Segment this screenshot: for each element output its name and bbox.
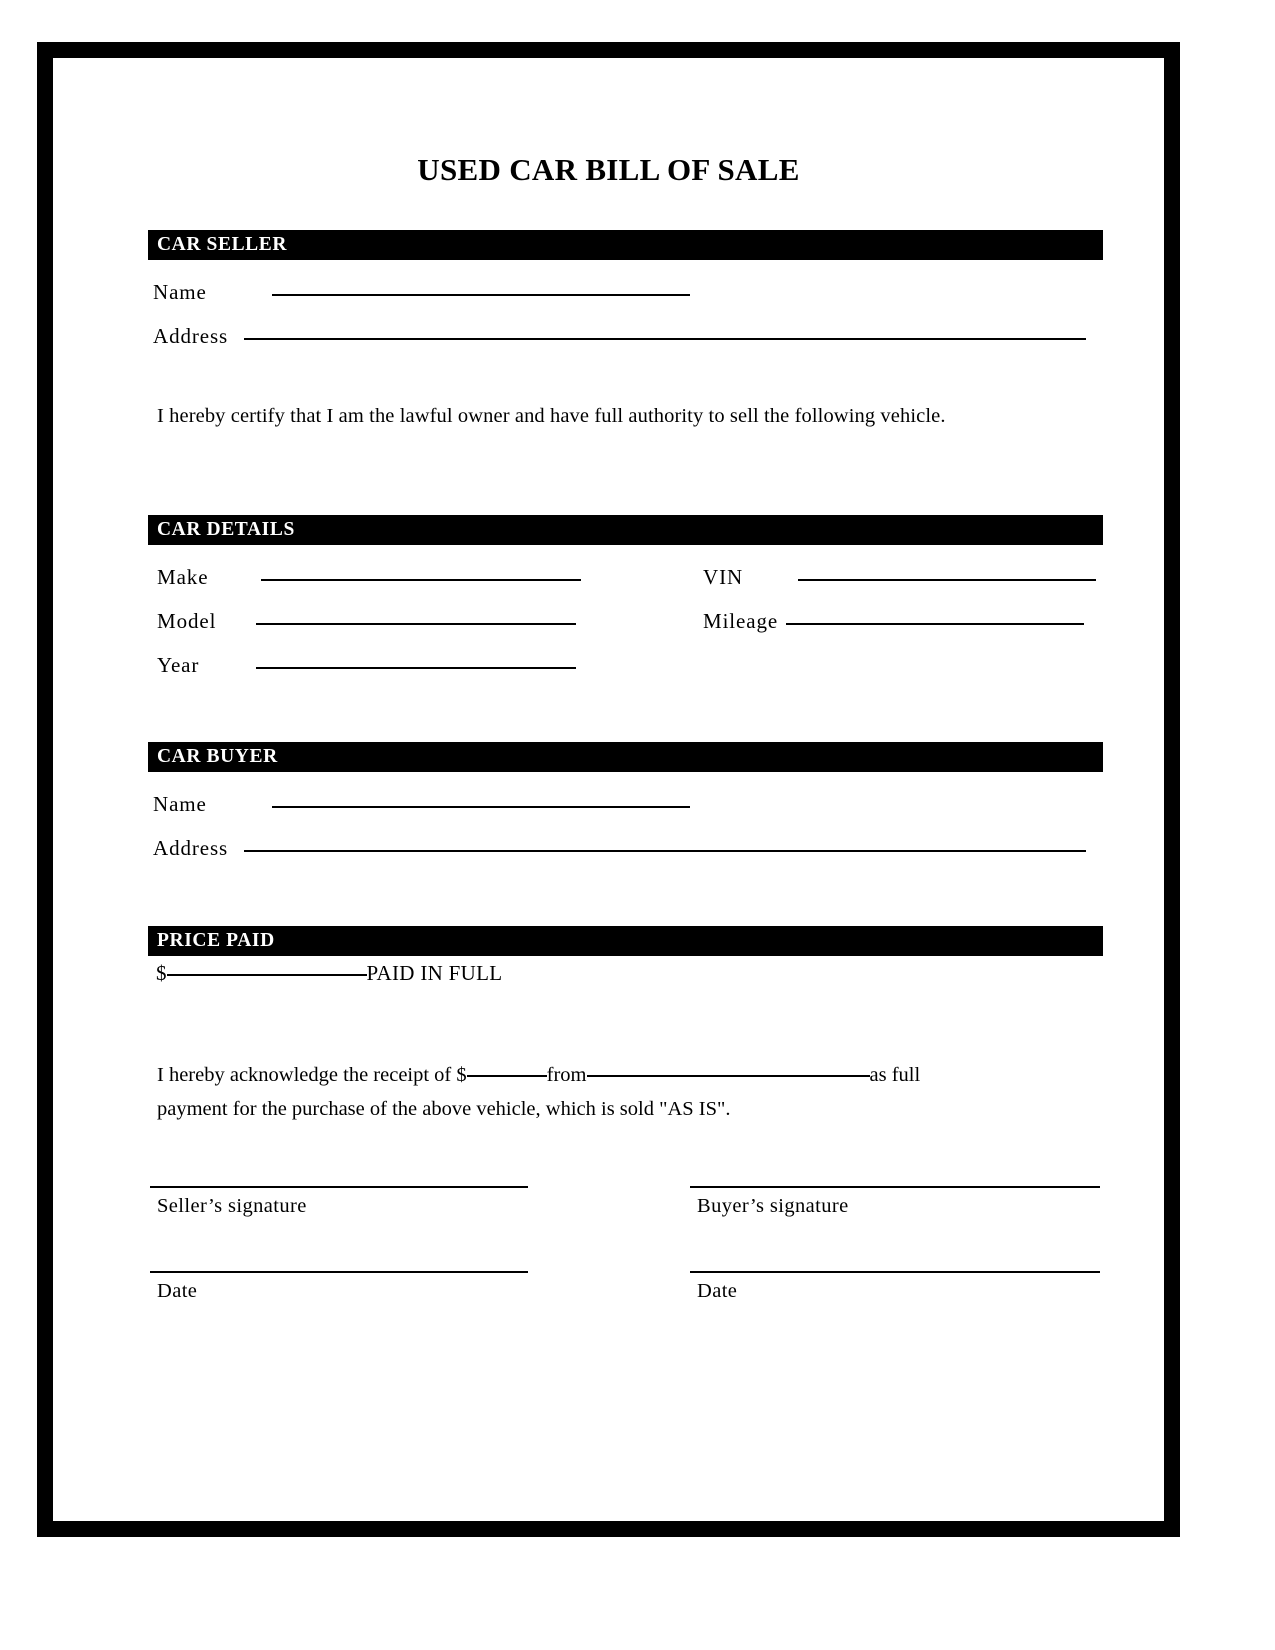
details-vin-input-rule[interactable]: [798, 579, 1096, 581]
buyer-date-label: Date: [697, 1280, 738, 1302]
buyer-name-field[interactable]: [153, 792, 690, 822]
details-mileage-label: Mileage: [703, 609, 779, 633]
section-header-car-buyer: CAR BUYER: [148, 742, 1103, 772]
details-vin-label: VIN: [703, 565, 744, 589]
paid-in-full-label: PAID IN FULL: [366, 961, 503, 985]
buyer-name-input-rule[interactable]: [272, 806, 690, 808]
acknowledgement-payer-rule[interactable]: [587, 1075, 870, 1077]
form-content: [53, 58, 1164, 1521]
buyer-name-label: Name: [153, 792, 207, 816]
acknowledgement-text-part1: I hereby acknowledge the receipt of $: [157, 1064, 467, 1086]
buyer-address-input-rule[interactable]: [244, 850, 1086, 852]
acknowledgement-text-line2: payment for the purchase of the above vehicle, which is sold "AS IS".: [157, 1098, 731, 1120]
seller-certification-statement: I hereby certify that I am the lawful owner and have full authority to sell the following vehicle.: [157, 405, 946, 427]
acknowledgement-amount-rule[interactable]: [467, 1075, 547, 1077]
buyer-signature-block[interactable]: [690, 1186, 1100, 1218]
details-year-input-rule[interactable]: [256, 667, 576, 669]
buyer-address-field[interactable]: [153, 836, 1086, 866]
details-model-label: Model: [157, 609, 217, 633]
details-model-field[interactable]: [157, 609, 576, 639]
seller-name-field[interactable]: [153, 280, 690, 310]
seller-address-label: Address: [153, 324, 229, 348]
buyer-date-block[interactable]: [690, 1271, 1100, 1303]
section-header-price-paid: PRICE PAID: [148, 926, 1103, 956]
details-make-label: Make: [157, 565, 209, 589]
details-year-label: Year: [157, 653, 200, 677]
seller-signature-label: Seller’s signature: [157, 1195, 307, 1217]
price-amount-input-rule[interactable]: [167, 974, 367, 976]
details-make-field[interactable]: [157, 565, 581, 595]
acknowledgement-paragraph: [157, 1059, 1077, 1126]
section-header-car-seller: CAR SELLER: [148, 230, 1103, 260]
acknowledgement-text-part2: from: [546, 1064, 587, 1086]
details-make-input-rule[interactable]: [261, 579, 581, 581]
details-vin-field[interactable]: [703, 565, 1096, 595]
details-year-field[interactable]: [157, 653, 576, 683]
page-border-frame: [37, 42, 1180, 1537]
details-mileage-input-rule[interactable]: [786, 623, 1084, 625]
seller-name-label: Name: [153, 280, 207, 304]
buyer-address-label: Address: [153, 836, 229, 860]
details-model-input-rule[interactable]: [256, 623, 576, 625]
seller-name-input-rule[interactable]: [272, 294, 690, 296]
seller-signature-block[interactable]: [150, 1186, 528, 1218]
currency-symbol: $: [156, 961, 167, 985]
page-title: USED CAR BILL OF SALE: [417, 152, 800, 187]
seller-date-label: Date: [157, 1280, 198, 1302]
seller-address-input-rule[interactable]: [244, 338, 1086, 340]
acknowledgement-text-part3: as full: [869, 1064, 921, 1086]
price-paid-row[interactable]: [156, 961, 502, 986]
section-header-car-details: CAR DETAILS: [148, 515, 1103, 545]
buyer-signature-label: Buyer’s signature: [697, 1195, 849, 1217]
seller-date-block[interactable]: [150, 1271, 528, 1303]
seller-address-field[interactable]: [153, 324, 1086, 354]
details-mileage-field[interactable]: [703, 609, 1084, 639]
